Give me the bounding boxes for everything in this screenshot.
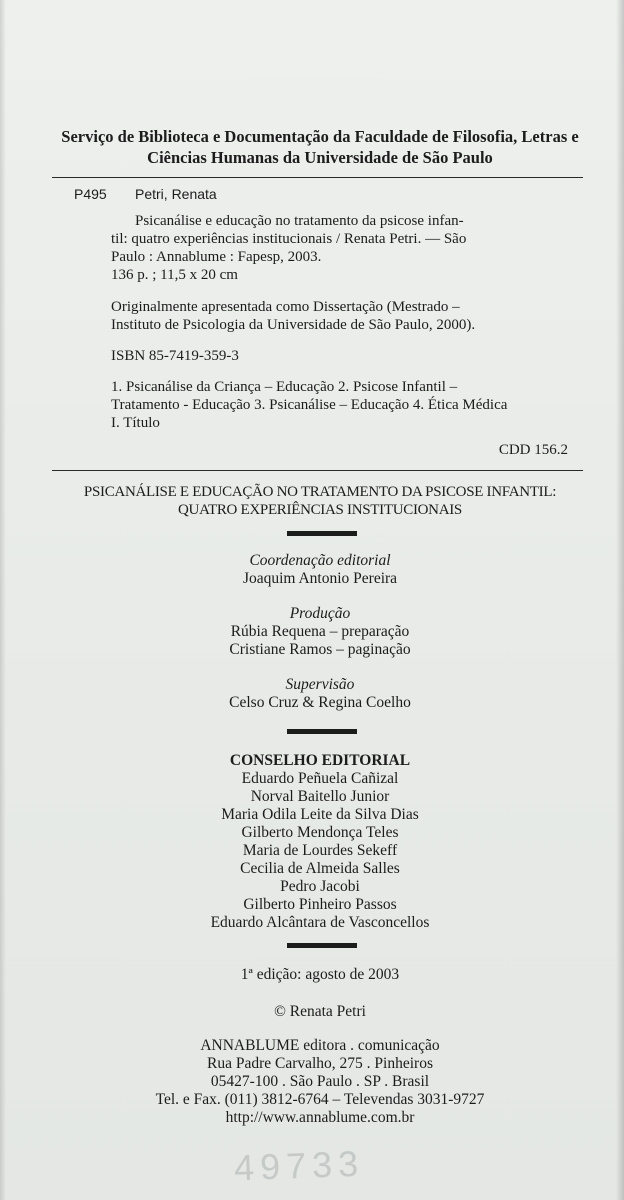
top-rule — [52, 177, 583, 178]
section-divider — [287, 531, 357, 536]
cdd-code: CDD 156.2 — [498, 442, 568, 458]
card-entry-line: Paulo : Annablume : Fapesp, 2003. — [111, 249, 322, 265]
ink-stamp-number: 49733 — [233, 1142, 365, 1189]
card-entry-line: 136 p. ; 11,5 x 20 cm — [111, 267, 238, 283]
publisher-phone: Tel. e Fax. (011) 3812-6764 – Televendas 3031-9727 — [155, 1091, 485, 1108]
production-label: Produção — [289, 605, 351, 622]
supervision-name: Celso Cruz & Regina Coelho — [229, 694, 411, 711]
publisher-url[interactable]: http://www.annablume.com.br — [225, 1109, 415, 1126]
board-member: Pedro Jacobi — [280, 878, 360, 895]
edition-line: 1ª edição: agosto de 2003 — [240, 966, 400, 983]
coordination-name: Joaquim Antonio Pereira — [242, 570, 398, 587]
board-member: Eduardo Alcântara de Vasconcellos — [210, 914, 430, 931]
call-number: P495 — [74, 186, 107, 202]
book-title-line-2: QUATRO EXPERIÊNCIAS INSTITUCIONAIS — [178, 502, 462, 518]
publisher-block — [100, 1037, 540, 1127]
publisher-city: 05427-100 . São Paulo . SP . Brasil — [210, 1073, 430, 1090]
copyright-line: © Renata Petri — [274, 1003, 366, 1020]
library-header-line-2: Ciências Humanas da Universidade de São Paulo — [147, 148, 493, 167]
library-header — [50, 126, 590, 168]
bottom-rule — [52, 470, 583, 471]
section-divider — [287, 943, 357, 948]
publisher-name: ANNABLUME editora . comunicação — [200, 1037, 440, 1054]
section-divider — [287, 729, 357, 734]
card-note-line: Instituto de Psicologia da Universidade de São Paulo, 2000). — [111, 317, 476, 333]
production-line: Cristiane Ramos – paginação — [229, 641, 411, 658]
page-edge-shadow-right — [616, 0, 624, 1200]
card-author: Petri, Renata — [135, 186, 217, 202]
board-heading: CONSELHO EDITORIAL — [229, 752, 411, 769]
board-member: Maria de Lourdes Sekeff — [242, 842, 398, 859]
production-line: Rúbia Requena – preparação — [230, 623, 410, 640]
page-edge-shadow-left — [0, 0, 6, 1200]
board-member: Cecilia de Almeida Salles — [240, 860, 400, 877]
supervision-block — [100, 676, 540, 712]
card-entry-line: Psicanálise e educação no tratamento da psicose infan- — [135, 213, 464, 229]
card-subject-line: I. Título — [111, 415, 160, 431]
card-subject-line: Tratamento - Educação 3. Psicanálise – Educação 4. Ética Médica — [111, 397, 508, 413]
book-title-line-1: PSICANÁLISE E EDUCAÇÃO NO TRATAMENTO DA PSICOSE INFANTIL: — [83, 484, 557, 500]
card-entry — [111, 212, 536, 230]
board-member: Maria Odila Leite da Silva Dias — [221, 806, 419, 823]
board-member: Eduardo Peñuela Cañizal — [241, 770, 399, 787]
card-entry-line: til: quatro experiências institucionais / Renata Petri. — São — [111, 231, 467, 247]
card-isbn: ISBN 85-7419-359-3 — [111, 348, 239, 364]
board-member: Norval Baitello Junior — [250, 788, 390, 805]
coordination-block — [100, 552, 540, 588]
card-entry-cont — [111, 230, 536, 284]
board-member: Gilberto Pinheiro Passos — [243, 896, 397, 913]
card-subjects — [111, 378, 536, 432]
library-header-line-1: Serviço de Biblioteca e Documentação da Faculdade de Filosofia, Letras e — [61, 127, 579, 146]
editorial-board — [100, 752, 540, 932]
book-title — [50, 483, 590, 519]
card-subject-line: 1. Psicanálise da Criança – Educação 2. Psicose Infantil – — [111, 379, 458, 395]
supervision-label: Supervisão — [285, 676, 355, 693]
production-block — [100, 605, 540, 659]
board-member: Gilberto Mendonça Teles — [241, 824, 399, 841]
card-note-line: Originalmente apresentada como Dissertação (Mestrado – — [111, 299, 460, 315]
publisher-address: Rua Padre Carvalho, 275 . Pinheiros — [206, 1055, 433, 1072]
card-note — [111, 298, 536, 334]
coordination-label: Coordenação editorial — [249, 552, 391, 569]
